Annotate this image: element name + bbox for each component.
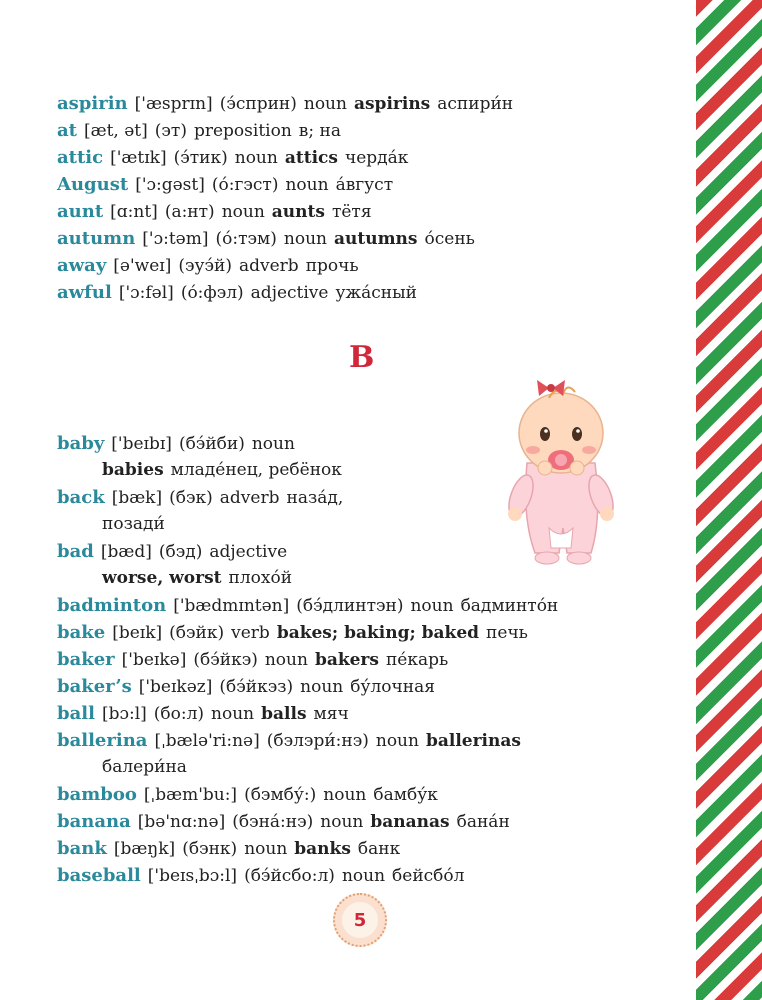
section-letter-heading: B — [349, 340, 375, 375]
russian-pronunciation: (о́:тэм) — [215, 229, 277, 249]
entry-baker — [57, 646, 687, 673]
translation: бамбу́к — [373, 785, 438, 805]
part-of-speech: noun — [221, 202, 265, 222]
entry-back-continuation — [57, 511, 687, 538]
part-of-speech: noun — [234, 148, 278, 168]
translation: бана́н — [456, 812, 510, 832]
translation: плохо́й — [228, 568, 293, 588]
part-of-speech: noun — [251, 434, 295, 454]
part-of-speech: noun — [341, 866, 386, 886]
part-of-speech: adverb — [238, 256, 299, 276]
entry-baby — [57, 430, 687, 457]
entry-awful — [57, 279, 687, 306]
word-forms: aunts — [271, 202, 325, 222]
russian-pronunciation: (бэк) — [169, 488, 213, 508]
translation: аспири́н — [437, 94, 514, 114]
translation: наза́д, — [286, 488, 344, 508]
headword: baker’s — [57, 676, 132, 697]
word-forms: ballerinas — [425, 731, 521, 751]
russian-pronunciation: (бэна́:нэ) — [232, 812, 314, 832]
transcription: ['æsprɪn] — [134, 94, 213, 114]
decorative-stripe-border — [696, 0, 762, 1000]
headword: attic — [57, 147, 104, 168]
translation: бу́лочная — [350, 677, 435, 697]
entry-aunt — [57, 198, 687, 225]
entry-banana — [57, 808, 687, 835]
headword: back — [57, 487, 105, 508]
part-of-speech: noun — [410, 596, 454, 616]
headword: bad — [57, 541, 94, 562]
russian-pronunciation: (а:нт) — [164, 202, 215, 222]
translation: позади́ — [102, 514, 165, 534]
part-of-speech: noun — [283, 229, 327, 249]
transcription: ['bædmɪntən] — [173, 596, 290, 616]
word-forms: balls — [261, 704, 307, 724]
part-of-speech: verb — [231, 623, 270, 643]
part-of-speech: noun — [320, 812, 364, 832]
entry-bakers — [57, 673, 687, 700]
translation: а́вгуст — [335, 175, 394, 195]
entry-bank — [57, 835, 687, 862]
russian-pronunciation: (э́сприн) — [219, 94, 297, 114]
headword: away — [57, 255, 107, 276]
part-of-speech: noun — [244, 839, 288, 859]
translation: ужа́сный — [335, 283, 417, 303]
headword: ballerina — [57, 730, 148, 751]
part-of-speech: noun — [264, 650, 308, 670]
translation: печь — [486, 623, 528, 643]
headword: aunt — [57, 201, 104, 222]
transcription: ['beɪkə] — [121, 650, 187, 670]
headword: bake — [57, 622, 106, 643]
word-forms: bakers — [314, 650, 379, 670]
headword: baker — [57, 649, 115, 670]
transcription: ['ɔ:gəst] — [135, 175, 205, 195]
part-of-speech: adjective — [209, 542, 288, 562]
transcription: [bɔ:l] — [101, 704, 147, 724]
part-of-speech: noun — [303, 94, 347, 114]
entry-ballerina-continuation — [57, 754, 687, 781]
headword: baseball — [57, 865, 141, 886]
translation: тётя — [331, 202, 372, 222]
entry-attic — [57, 144, 687, 171]
russian-pronunciation: (эуэ́й) — [178, 256, 232, 276]
part-of-speech: noun — [211, 704, 255, 724]
page-number-badge — [333, 893, 387, 947]
entry-back — [57, 484, 687, 511]
entry-ballerina — [57, 727, 687, 754]
transcription: ['ætɪk] — [110, 148, 167, 168]
entry-ball — [57, 700, 687, 727]
headword: bamboo — [57, 784, 137, 805]
headword: baby — [57, 433, 105, 454]
entry-autumn — [57, 225, 687, 252]
russian-pronunciation: (эт) — [154, 121, 187, 141]
entry-bamboo — [57, 781, 687, 808]
headword: badminton — [57, 595, 167, 616]
headword: banana — [57, 811, 131, 832]
transcription: [beɪk] — [112, 623, 163, 643]
translation: бадминто́н — [460, 596, 559, 616]
part-of-speech: noun — [375, 731, 419, 751]
transcription: ['beɪsˌbɔ:l] — [147, 866, 238, 886]
transcription: ['beɪbɪ] — [111, 434, 172, 454]
translation: банк — [357, 839, 401, 859]
russian-pronunciation: (бэмбу́:) — [244, 785, 317, 805]
entry-aspirin — [57, 90, 687, 117]
translation: о́сень — [424, 229, 475, 249]
russian-pronunciation: (бэ́йкэ) — [193, 650, 258, 670]
russian-pronunciation: (бэ́йкэз) — [219, 677, 294, 697]
word-forms: attics — [284, 148, 338, 168]
headword: autumn — [57, 228, 136, 249]
transcription: [bæd] — [100, 542, 152, 562]
transcription: [æt, ət] — [83, 121, 148, 141]
russian-pronunciation: (э́тик) — [173, 148, 228, 168]
translation: бейсбо́л — [392, 866, 465, 886]
transcription: [bə'nɑ:nə] — [137, 812, 226, 832]
translation: младе́нец, ребёнок — [170, 460, 342, 480]
entry-bad — [57, 538, 687, 565]
word-forms: banks — [294, 839, 351, 859]
entry-baby-continuation — [57, 457, 687, 484]
russian-pronunciation: (бэ́длинтэн) — [296, 596, 404, 616]
word-forms: bananas — [370, 812, 450, 832]
part-of-speech: preposition — [193, 121, 292, 141]
translation: прочь — [305, 256, 359, 276]
page-number: 5 — [342, 902, 378, 938]
transcription: [ɑ:nt] — [110, 202, 158, 222]
translation: балери́на — [102, 757, 187, 777]
transcription: [ˌbæm'bu:] — [143, 785, 238, 805]
part-of-speech: noun — [323, 785, 367, 805]
russian-pronunciation: (бэд) — [158, 542, 203, 562]
russian-pronunciation: (бэ́йби) — [178, 434, 245, 454]
headword: August — [57, 174, 129, 195]
entry-at — [57, 117, 687, 144]
transcription: [bæk] — [111, 488, 163, 508]
russian-pronunciation: (бэ́йсбо:л) — [244, 866, 335, 886]
section-b-entries — [57, 430, 687, 889]
headword: at — [57, 120, 77, 141]
word-forms: babies — [102, 460, 164, 480]
word-forms: worse, worst — [102, 568, 222, 588]
word-forms: bakes; baking; baked — [276, 623, 480, 643]
transcription: [ˌbælə'ri:nə] — [154, 731, 260, 751]
russian-pronunciation: (о́:гэст) — [211, 175, 279, 195]
russian-pronunciation: (бэнк) — [182, 839, 238, 859]
headword: ball — [57, 703, 95, 724]
transcription: [bæŋk] — [113, 839, 176, 859]
russian-pronunciation: (о́:фэл) — [180, 283, 244, 303]
part-of-speech: adverb — [219, 488, 280, 508]
part-of-speech: adjective — [250, 283, 329, 303]
entry-badminton — [57, 592, 687, 619]
entry-august — [57, 171, 687, 198]
russian-pronunciation: (бэлэри́:нэ) — [266, 731, 369, 751]
transcription: [ə'weɪ] — [113, 256, 172, 276]
transcription: ['ɔ:fəl] — [118, 283, 174, 303]
translation: в; на — [298, 121, 341, 141]
entry-bad-continuation — [57, 565, 687, 592]
headword: aspirin — [57, 93, 128, 114]
part-of-speech: noun — [285, 175, 329, 195]
russian-pronunciation: (бо:л) — [153, 704, 205, 724]
part-of-speech: noun — [300, 677, 344, 697]
word-forms: aspirins — [353, 94, 431, 114]
headword: bank — [57, 838, 107, 859]
translation: черда́к — [344, 148, 409, 168]
transcription: ['ɔ:təm] — [142, 229, 209, 249]
entry-away — [57, 252, 687, 279]
translation: пе́карь — [385, 650, 449, 670]
russian-pronunciation: (бэйк) — [169, 623, 225, 643]
section-a-entries — [57, 90, 687, 306]
translation: мяч — [313, 704, 349, 724]
headword: awful — [57, 282, 112, 303]
entry-baseball — [57, 862, 687, 889]
transcription: ['beɪkəz] — [138, 677, 213, 697]
word-forms: autumns — [333, 229, 418, 249]
entry-bake — [57, 619, 687, 646]
